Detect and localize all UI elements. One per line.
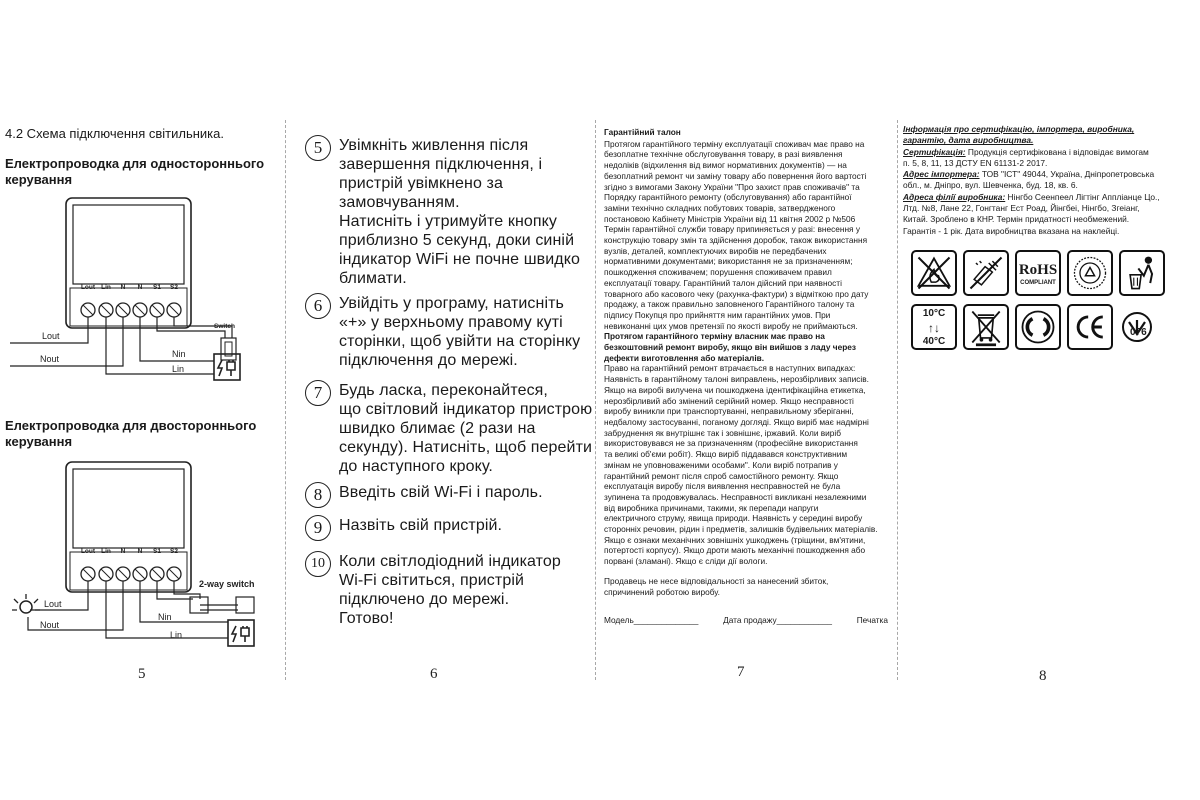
step-number: 5 [305,135,331,161]
terminal-label: S2 [170,284,178,291]
ce-mark-icon [1067,304,1113,350]
green-dot-icon [1015,304,1061,350]
warranty-form-fields [604,615,888,626]
temp-arrows: ↑↓ [928,321,940,335]
warranty-terms: Протягом гарантійного терміну експлуатації споживач має право на безоплатне технічне обслуговування товару, в разі виявлення недоліків (відхилення від вимог нормативних документів) — на безоплатний ремонт чи заміну товару або повернення його вартості згідно з вимогами Закону України "Про захист прав споживачів" та Порядку гарантійного ремонту (обслуговування) або гарантійної заміни технічно складних побутових товарів, затвердженого постановою Кабінету Міністрів України від 11 квітня 2002 р №506 Термін гарантійної служби товару припиняється у разі: внесення у конструкцію товару змін та здійснення доробок, також використання вузлів, деталей, комплектуючих виробів не передбачених нормативними документами; використання не за призначенням; пошкодження споживачем; порушення споживачем правил експлуатації товару. Гарантійний талон дійсний при наявності товарного або касового чеку (рахунка-фактури) з відміткою про дату продажу, а також правильно заповненого Гарантійного талону та підпису Покупця про прийняття ним гарантійних умов. При невиконанні цих умов претензії по якості виробу не приймаються. [604,138,869,331]
terminal-label: S2 [170,548,178,555]
nin-label: Nin [172,349,186,359]
rohs-compliant-text: COMPLIANT [1020,280,1056,286]
certification-info [903,124,1193,237]
page-8 [897,0,1200,800]
importer-label: Адрес імпортера: [903,169,980,180]
certification-heading: Інформація про сертифікацію, імпортера, виробника, гарантію, дата виробництва. [903,124,1135,146]
lin-label: Lin [170,630,183,640]
single-way-wiring-diagram [0,188,285,388]
no-fire-icon [911,250,957,296]
page-7 [595,0,897,800]
step-number: 8 [305,482,331,508]
terminal-label: Lout [80,284,96,291]
temp-max: 10°C [922,308,946,319]
nout-label: Nout [40,620,60,630]
rohs-compliant-icon [1015,250,1061,296]
terminal-label: Lin [101,284,111,291]
page-number: 5 [138,666,146,682]
warranty-title: Гарантійний талон [604,127,681,137]
warranty-free-repair: Протягом гарантійного терміну власник має право на безкоштовний ремонт виробу, якщо він вийшов з ладу через дефекти виготовлення або матеріалів. [604,331,857,363]
light-bulb-icon [12,594,40,613]
step-6 [305,294,609,370]
page-number: 7 [737,664,745,680]
step-9 [305,516,609,541]
step-text: Увімкніть живлення після завершення підключення, і пристрій увімкнено за замовчуванням. Натисніть і утримуйте кнопку приблизно 5 секунд, доки синій індикатор WiFi не почне швидко блимати. [339,137,580,287]
step-7 [305,381,609,476]
step-number: 10 [305,551,331,577]
lin-label: Lin [172,364,185,374]
warranty-card [604,127,888,626]
step-text: Назвіть свій пристрій. [339,517,503,534]
terminal-label: N [137,548,143,555]
terminal-label: N [137,284,143,291]
ua-mark-code: 076 [1130,327,1147,338]
two-way-switch-label: 2-way switch [199,579,255,589]
lout-label: Lout [42,331,60,341]
page-number: 6 [430,666,438,682]
nin-label: Nin [158,612,172,622]
factory-label: Адреса філії виробника: [903,191,1006,202]
step-text: Увійдіть у програму, натисніть «+» у верхньому правому куті сторінки, щоб увійти на сторінку підключення до мережі. [339,295,581,369]
page-6 [285,0,595,800]
page-number: 8 [1039,668,1047,684]
two-way-title: Електропроводка для двостороннього керування [5,418,257,449]
step-10 [305,552,609,628]
terminal-label: N [120,548,126,555]
step-number: 6 [305,293,331,319]
temperature-range-icon [911,304,957,350]
nout-label: Nout [40,354,60,364]
terminal-label: Lin [101,548,111,555]
two-way-wiring-diagram [0,452,285,652]
terminal-label: S1 [153,284,161,291]
importer-text: ТОВ "ІСТ" 49044, Україна, Дніпропетровська обл., м. Дніпро, вул. Шевченка, буд. 18, кв. 6. [903,169,1155,191]
model-field: Модель______________ [604,615,699,626]
step-8 [305,483,609,508]
switch-icon [221,338,236,360]
cert-label: Сертифікація: [903,146,966,157]
section-heading: 4.2 Схема підключення світильника. [5,126,224,141]
step-number: 9 [305,515,331,541]
weee-bin-icon [963,304,1009,350]
step-5 [305,136,609,288]
lout-label: Lout [44,599,62,609]
sale-date-field: Дата продажу____________ [723,615,832,626]
step-text: Коли світлодіодний індикатор Wi-Fi світиться, пристрій підключено до мережі. Готово! [339,553,561,627]
litter-bin-icon [1119,250,1165,296]
compliance-icons [911,250,1167,350]
switch-label: Switch [214,323,235,330]
two-way-switch-b-icon [236,597,254,613]
step-text: Будь ласка, переконайтеся, що світловий індикатор пристрою швидко блимає (2 рази на секунду). Натисніть, щоб перейти до наступного кроку. [339,382,593,475]
terminal-label: S1 [153,548,161,555]
stamp-field: Печатка [856,615,888,626]
rohs-text: RoHS [1018,262,1058,278]
single-way-title: Електропроводка для одностороннього керування [5,156,265,187]
cert-text: Продукція сертифікована і відповідає вимогам п. 5, 8, 11, 13 ДСТУ EN 61131-2 2017. [903,146,1149,168]
terminal-label: N [120,284,126,291]
page-5 [0,0,285,800]
factory-text: Нінгбо Сеенпеел Лігтінг Аппліанце Цо., Лтд. №8, Лане 22, Гонгтанг Ест Роад, Йінгбеі, Нінгбо, Згеіанг, Китай. Зроблено в КНР. Термін придатності необмежений. Гарантія - 1 рік. Дата виробництва вказана на наклейці. [903,191,1160,236]
seller-liability: Продавець не несе відповідальності за нанесений збиток, спричинений роботою виробу. [604,575,829,597]
warranty-exclusions: Право на гарантійний ремонт втрачається в наступних випадках: Наявність в гарантійному талоні виправлень, нерозбірливих записів. Якщо на виробі вилучена чи пошкоджена ідентифікаційна етикетка, нерозбірливий або змінений серійний номер. Якщо несправності виробу виникли при транспортуванні, неправильному зберіганні, недбалому застосуванні, поганому догляді. Якщо виріб має надмірні забруднення як внутрішнє так і зовнішнє, іржавий. Коли виріб використовувався не за призначенням (професійне використання та великі об'єми робіт). Якщо виріб піддавався конструктивним змінам не уповноваженими особами". Коли виріб потрапив у гарантійний ремонт після спроб самостійного ремонту. Якщо експлуатація виробу після виявлення несправностей не була зупинена та продовжувалась. Несправності викликані незалежними від виробника причинами, такими, як перепади напруги електричного струму, явища природи. Наявність у середині виробу сторонніх речовин, рідин і предметів, залишків будівельних матеріалів. Якщо є ознаки механічних зовнішніх ушкоджень (тріщини, вм'ятини, потертості корпусу). Якщо дроти мають механічні пошкодження або порвані (зламані). Якщо є сліди дії вологи. [604,363,878,567]
no-abrasives-icon [963,250,1009,296]
recycle-symbol-icon [1067,250,1113,296]
step-number: 7 [305,380,331,406]
temp-min: 40°C [922,336,946,347]
step-text: Введіть свій Wi-Fi і пароль. [339,484,543,501]
terminal-label: Lout [80,548,96,555]
